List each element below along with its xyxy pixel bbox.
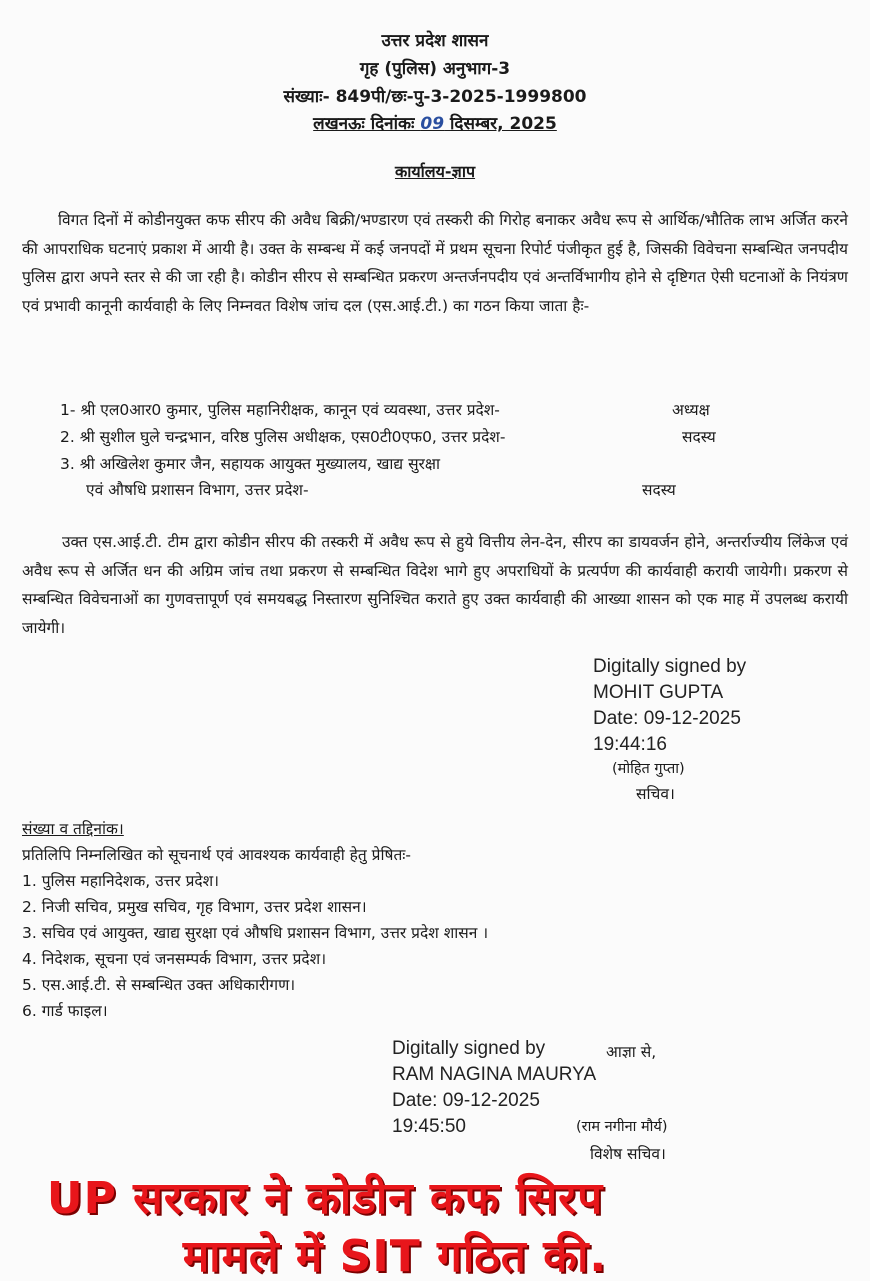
header-place-date [0, 111, 870, 134]
member-3-role: सदस्य [642, 481, 676, 499]
signature-1-block [593, 654, 746, 758]
date-month-year: दिसम्बर, 2025 [450, 114, 557, 134]
copy-heading: संख्या व तद्दिनांक। [22, 820, 124, 838]
paragraph-2-text: उक्त एस.आई.टी. टीम द्वारा कोडीन सीरप की तस्करी में अवैध रूप से हुये वित्तीय लेन-देन, सीरप का डायवर्जन होने, अन्तर्राज्यीय लिंकेज एवं अवैध रूप से अर्जित धन की अग्रिम जांच तथा प्रकरण से सम्बन्धित विदेश भागे हुए अपराधियों के प्रत्यर्पण की कार्यवाही करायी जायेगी। प्रकरण से सम्बन्धित विवेचनाओं का गुणवत्तापूर्ण एवं समयबद्ध निस्तारण सुनिश्चित कराते हुए उक्त कार्यवाही की आख्या शासन को एक माह में उपलब्ध करायी जायेगी। [22, 533, 848, 637]
signature-1-line1: Digitally signed by [593, 656, 747, 677]
signatory-1-designation: सचिव। [636, 785, 675, 803]
signatory-1-name: (मोहित गुप्ता) [612, 761, 685, 777]
member-2-role: सदस्य [682, 428, 716, 446]
member-2: 2. श्री सुशील घुले चन्द्रभान, वरिष्ठ पुलिस अधीक्षक, एस0टी0एफ0, उत्तर प्रदेश- [60, 428, 506, 446]
paragraph-1 [22, 206, 848, 320]
member-1-role: अध्यक्ष [672, 401, 710, 419]
member-3-cont: एवं औषधि प्रशासन विभाग, उत्तर प्रदेश- [86, 481, 309, 499]
signatory-2-name: (राम नगीना मौर्य) [576, 1119, 668, 1135]
memo-title: कार्यालय-ज्ञाप [394, 162, 476, 181]
header-reference-number: संख्याः- 849पी/छः-पु-3-2025-1999800 [283, 87, 587, 107]
banner-line-1: UP सरकार ने कोडीन कफ सिरप [46, 1173, 604, 1224]
header-government: उत्तर प्रदेश शासन [381, 31, 489, 51]
signature-2-time: 19:45:50 [392, 1116, 466, 1137]
by-order: आज्ञा से, [606, 1043, 657, 1061]
signature-1-time: 19:44:16 [593, 734, 667, 755]
copy-item-2: 2. निजी सचिव, प्रमुख सचिव, गृह विभाग, उत्तर प्रदेश शासन। [22, 898, 367, 916]
copy-item-5: 5. एस.आई.टी. से सम्बन्धित उक्त अधिकारीगण। [22, 976, 296, 994]
signature-2-block [392, 1036, 596, 1140]
header-department: गृह (पुलिस) अनुभाग-3 [359, 59, 511, 79]
member-3: 3. श्री अखिलेश कुमार जैन, सहायक आयुक्त मुख्यालय, खाद्य सुरक्षा [60, 455, 441, 473]
copy-item-3: 3. सचिव एवं आयुक्त, खाद्य सुरक्षा एवं औषधि प्रशासन विभाग, उत्तर प्रदेश शासन । [22, 924, 489, 942]
signature-2-line1: Digitally signed by [392, 1038, 546, 1059]
signature-2-line2: RAM NAGINA MAURYA [392, 1064, 597, 1085]
copy-item-1: 1. पुलिस महानिदेशक, उत्तर प्रदेश। [22, 872, 220, 890]
date-day-handwritten: 09 [420, 114, 445, 134]
member-1: 1- श्री एल0आर0 कुमार, पुलिस महानिरीक्षक, कानून एवं व्यवस्था, उत्तर प्रदेश- [60, 401, 500, 419]
copy-item-6: 6. गार्ड फाइल। [22, 1002, 108, 1020]
banner-line-2: मामले में SIT गठित की. [182, 1231, 608, 1282]
signature-1-line2: MOHIT GUPTA [593, 682, 724, 703]
copy-intro: प्रतिलिपि निम्नलिखित को सूचनार्थ एवं आवश्यक कार्यवाही हेतु प्रेषितः- [22, 846, 412, 864]
signature-2-date: Date: 09-12-2025 [392, 1090, 540, 1111]
paragraph-2 [22, 528, 848, 642]
copy-item-4: 4. निदेशक, सूचना एवं जनसम्पर्क विभाग, उत्तर प्रदेश। [22, 950, 327, 968]
signatory-2-designation: विशेष सचिव। [590, 1145, 666, 1163]
paragraph-1-text: विगत दिनों में कोडीनयुक्त कफ सीरप की अवैध बिक्री/भण्डारण एवं तस्करी की गिरोह बनाकर अवैध रूप से आर्थिक/भौतिक लाभ अर्जित करने की आपराधिक घटनाएं प्रकाश में आयी है। उक्त के सम्बन्ध में कई जनपदों में प्रथम सूचना रिपोर्ट पंजीकृत हुई है, जिसकी विवेचना सम्बन्धित जनपदीय पुलिस द्वारा अपने स्तर से की जा रही है। कोडीन सीरप से सम्बन्धित प्रकरण अन्तर्जनपदीय एवं अन्तर्विभागीय होने से दृष्टिगत ऐसी घटनाओं के नियंत्रण एवं प्रभावी कानूनी कार्यवाही के लिए निम्नवत विशेष जांच दल (एस.आई.टी.) का गठन किया जाता हैः- [22, 211, 848, 315]
copy-section [22, 816, 488, 1024]
place-date-prefix: लखनऊः दिनांकः [313, 114, 415, 134]
signature-1-date: Date: 09-12-2025 [593, 708, 741, 729]
